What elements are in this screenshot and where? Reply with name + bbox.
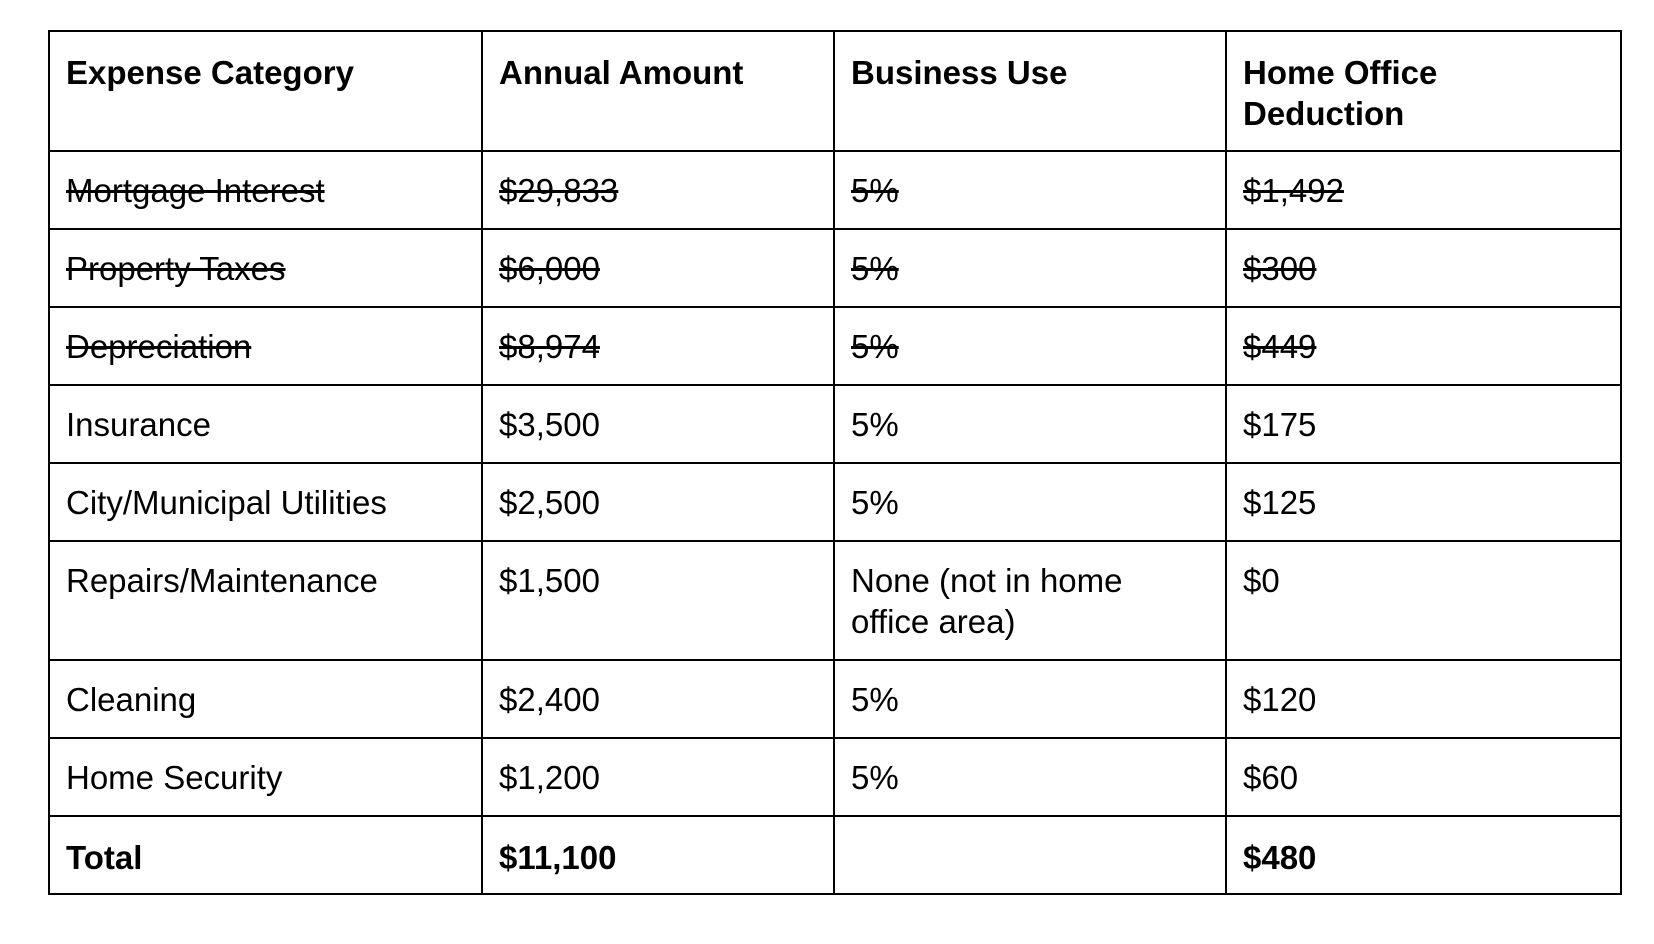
header-business-use: Business Use: [834, 31, 1226, 151]
cell-business-use: 5%: [834, 463, 1226, 541]
total-row: [49, 816, 1621, 894]
table-row: [49, 463, 1621, 541]
table-row: [49, 541, 1621, 660]
cell-annual-amount: $2,400: [482, 660, 834, 738]
cell-annual-amount: $1,200: [482, 738, 834, 816]
cell-annual-amount: $3,500: [482, 385, 834, 463]
cell-deduction: $449: [1226, 307, 1621, 385]
table-row: [49, 151, 1621, 229]
total-deduction: $480: [1226, 816, 1621, 894]
cell-category: Mortgage Interest: [49, 151, 482, 229]
cell-business-use: 5%: [834, 229, 1226, 307]
header-expense-category: Expense Category: [49, 31, 482, 151]
cell-deduction: $60: [1226, 738, 1621, 816]
cell-annual-amount: $29,833: [482, 151, 834, 229]
cell-deduction: $1,492: [1226, 151, 1621, 229]
cell-business-use: 5%: [834, 738, 1226, 816]
cell-deduction: $175: [1226, 385, 1621, 463]
header-row: [49, 31, 1621, 151]
total-business-use: [834, 816, 1226, 894]
cell-category: City/Municipal Utilities: [49, 463, 482, 541]
header-home-office-deduction: Home Office Deduction: [1226, 31, 1621, 151]
header-annual-amount: Annual Amount: [482, 31, 834, 151]
cell-category: Depreciation: [49, 307, 482, 385]
cell-category: Property Taxes: [49, 229, 482, 307]
home-office-expense-table: [48, 30, 1622, 895]
cell-annual-amount: $6,000: [482, 229, 834, 307]
total-annual-amount: $11,100: [482, 816, 834, 894]
table-row: [49, 307, 1621, 385]
cell-deduction: $0: [1226, 541, 1621, 660]
cell-category: Repairs/Maintenance: [49, 541, 482, 660]
cell-annual-amount: $8,974: [482, 307, 834, 385]
table-row: [49, 385, 1621, 463]
cell-business-use: 5%: [834, 385, 1226, 463]
cell-category: Insurance: [49, 385, 482, 463]
cell-deduction: $125: [1226, 463, 1621, 541]
cell-annual-amount: $2,500: [482, 463, 834, 541]
cell-business-use: 5%: [834, 151, 1226, 229]
table-row: [49, 229, 1621, 307]
cell-business-use: None (not in home office area): [834, 541, 1226, 660]
table-row: [49, 738, 1621, 816]
table-row: [49, 660, 1621, 738]
cell-category: Cleaning: [49, 660, 482, 738]
cell-category: Home Security: [49, 738, 482, 816]
cell-deduction: $120: [1226, 660, 1621, 738]
total-label: Total: [49, 816, 482, 894]
cell-annual-amount: $1,500: [482, 541, 834, 660]
cell-business-use: 5%: [834, 307, 1226, 385]
cell-business-use: 5%: [834, 660, 1226, 738]
cell-deduction: $300: [1226, 229, 1621, 307]
